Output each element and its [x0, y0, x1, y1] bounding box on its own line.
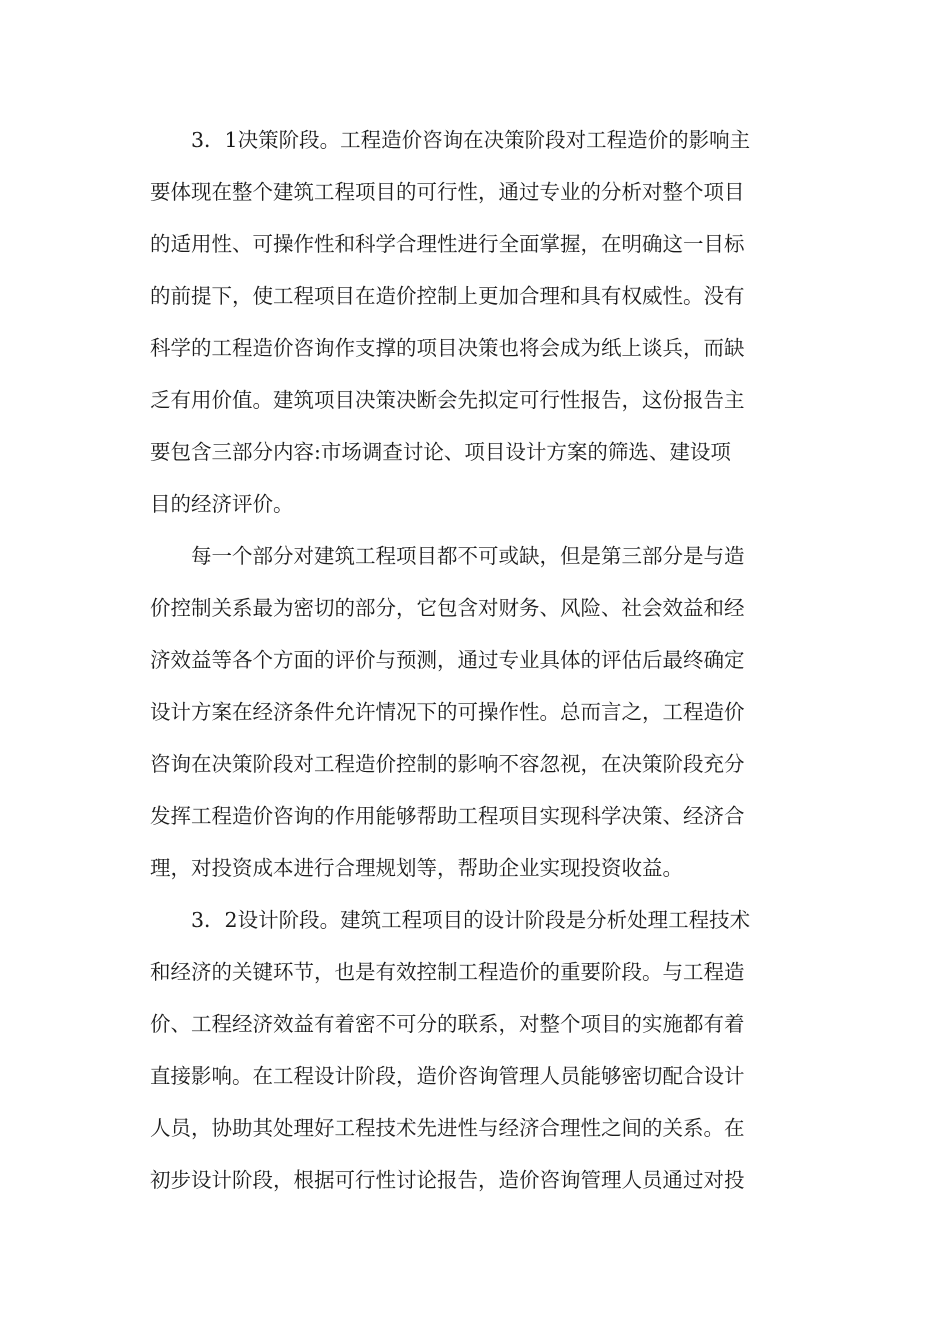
text-line: 直接影响。在工程设计阶段，造价咨询管理人员能够密切配合设计 [150, 1064, 745, 1088]
text-line: 要体现在整个建筑工程项目的可行性，通过专业的分析对整个项目 [150, 180, 745, 204]
text-line: 人员，协助其处理好工程技术先进性与经济合理性之间的关系。在 [150, 1116, 745, 1140]
text-line: 的适用性、可操作性和科学合理性进行全面掌握，在明确这一目标 [150, 232, 745, 256]
text-line: 3．1决策阶段。工程造价咨询在决策阶段对工程造价的影响主 [191, 128, 751, 152]
text-line: 的前提下，使工程项目在造价控制上更加合理和具有权威性。没有 [150, 284, 745, 308]
text-line: 3．2设计阶段。建筑工程项目的设计阶段是分析处理工程技术 [191, 908, 751, 932]
text-line: 设计方案在经济条件允许情况下的可操作性。总而言之，工程造价 [150, 700, 745, 724]
text-line: 济效益等各个方面的评价与预测，通过专业具体的评估后最终确定 [150, 648, 745, 672]
text-line: 乏有用价值。建筑项目决策决断会先拟定可行性报告，这份报告主 [150, 388, 745, 412]
text-line: 科学的工程造价咨询作支撑的项目决策也将会成为纸上谈兵，而缺 [150, 336, 745, 360]
text-line: 价、工程经济效益有着密不可分的联系，对整个项目的实施都有着 [150, 1012, 745, 1036]
text-line: 和经济的关键环节，也是有效控制工程造价的重要阶段。与工程造 [150, 960, 745, 984]
text-line: 理，对投资成本进行合理规划等，帮助企业实现投资收益。 [150, 856, 683, 880]
text-line: 目的经济评价。 [150, 492, 294, 516]
text-line: 发挥工程造价咨询的作用能够帮助工程项目实现科学决策、经济合 [150, 804, 745, 828]
text-line: 初步设计阶段，根据可行性讨论报告，造价咨询管理人员通过对投 [150, 1168, 745, 1192]
text-line: 价控制关系最为密切的部分，它包含对财务、风险、社会效益和经 [150, 596, 745, 620]
text-line: 咨询在决策阶段对工程造价控制的影响不容忽视，在决策阶段充分 [150, 752, 745, 776]
document-body [150, 114, 810, 1206]
text-line: 要包含三部分内容:市场调查讨论、项目设计方案的筛选、建设项 [150, 440, 731, 464]
text-line: 每一个部分对建筑工程项目都不可或缺，但是第三部分是与造 [191, 544, 745, 568]
